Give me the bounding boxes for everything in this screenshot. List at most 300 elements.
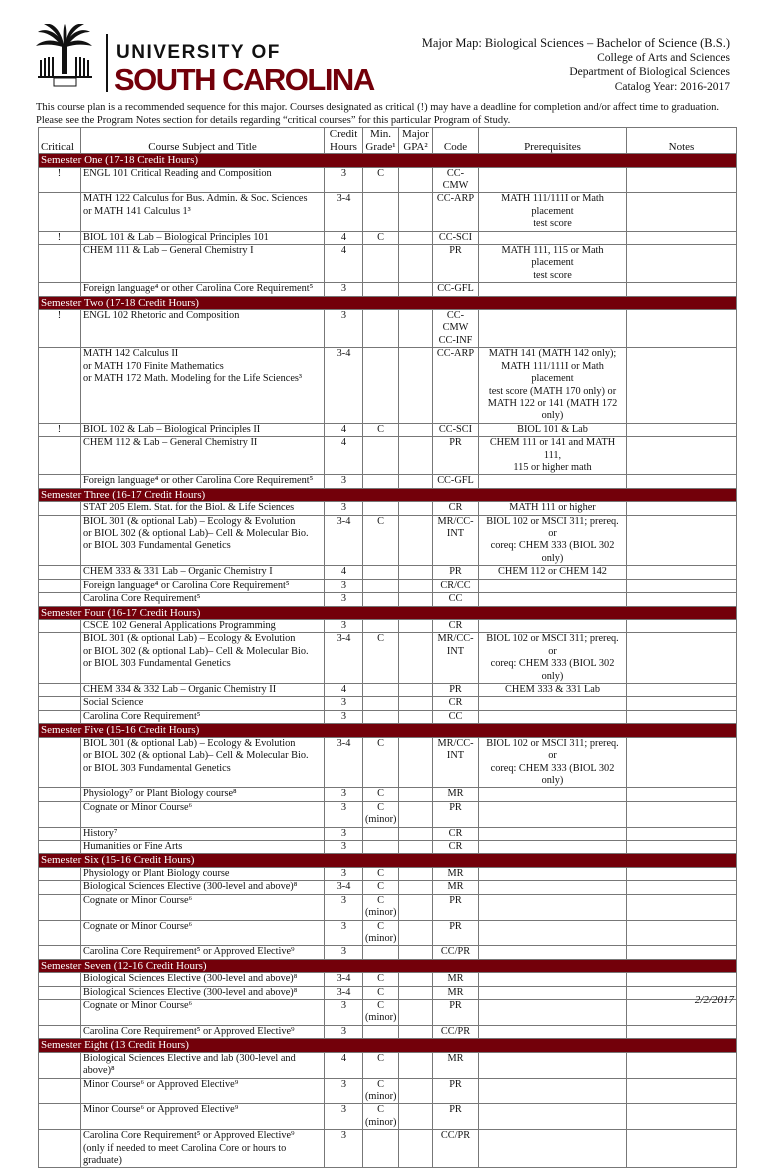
logo-text-top: UNIVERSITY OF [116, 42, 281, 63]
credit-cell [325, 437, 363, 475]
credit-cell [325, 633, 363, 684]
semester-header-row [39, 959, 737, 973]
cell-line: or BIOL 302 (& optional Lab)– Cell & Molecular Bio. [83, 528, 309, 540]
credit-cell [325, 737, 363, 788]
course-cell [81, 894, 325, 920]
prereq-cell [479, 437, 627, 475]
table-row [39, 697, 737, 710]
critical-cell [39, 867, 81, 880]
cell-line: Foreign language⁴ or other Carolina Core Requirement⁵ [83, 475, 314, 487]
grade-cell [363, 633, 399, 684]
cell-line: 3 [340, 620, 347, 631]
cell-line: CC/PR [440, 1130, 471, 1142]
cell-line: BIOL 301 (& optional Lab) – Ecology & Evolution [83, 633, 296, 645]
cell-line: C [377, 515, 384, 527]
grade-cell [363, 894, 399, 920]
cell-line: CC-GFL [437, 475, 474, 487]
cell-line: Biological Sciences Elective (300-level and above)⁸ [83, 986, 298, 998]
cell-line: 3 [340, 1130, 347, 1142]
cell-line: 3-4 [336, 973, 351, 985]
gpa-cell [399, 193, 433, 231]
column-header-code: Code [433, 128, 479, 154]
cell-line: PR [449, 1104, 462, 1116]
code-cell [433, 920, 479, 946]
cell-line: CC-ARP [436, 348, 475, 360]
critical-cell: ! [39, 423, 81, 436]
code-cell [433, 515, 479, 566]
code-cell [433, 1130, 479, 1168]
critical-cell [39, 710, 81, 723]
cell-line: CHEM 112 & Lab – General Chemistry II [83, 437, 258, 449]
cell-line: BIOL 101 & Lab – Biological Principles 101 [83, 231, 269, 243]
grade-cell [363, 737, 399, 788]
table-row [39, 1000, 737, 1026]
cell-line: C [377, 973, 384, 985]
critical-cell [39, 841, 81, 854]
grade-cell [363, 244, 399, 282]
cell-line: C [377, 737, 384, 749]
notes-cell [627, 593, 737, 606]
gpa-cell [399, 986, 433, 999]
code-cell [433, 579, 479, 592]
course-cell [81, 167, 325, 193]
cell-line: INT [446, 528, 465, 540]
cell-line: BIOL 102 or MSCI 311; prereq. or [486, 515, 619, 540]
critical-cell [39, 283, 81, 296]
critical-cell [39, 920, 81, 946]
course-cell [81, 633, 325, 684]
logo-text-bottom: SOUTH CAROLINA [114, 62, 374, 97]
table-row [39, 973, 737, 986]
cell-line: MATH 111/111I or Math placement [501, 360, 604, 385]
cell-line: 3 [340, 710, 347, 722]
cell-line: C (minor) [365, 920, 397, 944]
grade-cell [363, 684, 399, 697]
critical-cell [39, 437, 81, 475]
gpa-cell [399, 801, 433, 827]
cell-line: Cognate or Minor Course⁶ [83, 920, 193, 932]
code-cell [433, 620, 479, 633]
code-cell [433, 973, 479, 986]
table-row [39, 881, 737, 894]
gpa-cell [399, 244, 433, 282]
table-row [39, 515, 737, 566]
cell-line: Carolina Core Requirement⁵ or Approved Elective⁹ [83, 946, 295, 958]
cell-line: C [377, 788, 384, 800]
table-row [39, 620, 737, 633]
credit-cell [325, 920, 363, 946]
course-cell [81, 710, 325, 723]
document-title-block [422, 36, 730, 94]
cell-line: 4 [340, 684, 347, 696]
notes-cell [627, 244, 737, 282]
page-header [0, 0, 770, 100]
course-cell [81, 684, 325, 697]
gpa-cell [399, 697, 433, 710]
cell-line: CC-INF [438, 334, 473, 346]
grade-cell [363, 283, 399, 296]
cell-line: 3 [340, 1000, 347, 1012]
cell-line: 3 [340, 167, 347, 179]
grade-cell [363, 986, 399, 999]
course-cell [81, 231, 325, 244]
code-cell [433, 566, 479, 579]
cell-line: MATH 141 (MATH 142 only); [488, 348, 617, 360]
cell-line: MATH 111, 115 or Math placement [501, 244, 604, 269]
palmetto-tree-icon [30, 24, 100, 90]
course-cell [81, 827, 325, 840]
cell-line: C [377, 1052, 384, 1064]
prereq-cell [479, 986, 627, 999]
cell-line: coreq: CHEM 333 (BIOL 302 only) [490, 658, 615, 682]
semester-title: Semester Seven (12-16 Credit Hours) [39, 959, 737, 973]
gpa-cell [399, 894, 433, 920]
critical-cell [39, 788, 81, 801]
cell-line: 3 [340, 1078, 347, 1090]
cell-line: MR [447, 1052, 464, 1064]
gpa-cell [399, 348, 433, 423]
prereq-cell [479, 1130, 627, 1168]
course-cell [81, 283, 325, 296]
grade-cell [363, 310, 399, 348]
table-row [39, 593, 737, 606]
credit-cell [325, 1000, 363, 1026]
cell-line: 3-4 [336, 881, 351, 893]
cell-line: Cognate or Minor Course⁶ [83, 801, 193, 813]
cell-line: BIOL 102 & Lab – Biological Principles II [83, 423, 261, 435]
course-cell [81, 920, 325, 946]
cell-line: BIOL 102 or MSCI 311; prereq. or [486, 633, 619, 657]
prereq-cell [479, 710, 627, 723]
semester-title: Semester Three (16-17 Credit Hours) [39, 488, 737, 502]
cell-line: Biological Sciences Elective (300-level and above)⁸ [83, 881, 298, 893]
gpa-cell [399, 710, 433, 723]
semester-title: Semester Five (15-16 Credit Hours) [39, 724, 737, 738]
cell-line: 3 [340, 593, 347, 605]
code-cell [433, 193, 479, 231]
critical-cell [39, 193, 81, 231]
cell-line: 3 [340, 827, 347, 839]
prereq-cell [479, 894, 627, 920]
critical-cell [39, 1130, 81, 1168]
notes-cell [627, 881, 737, 894]
cell-line: C [377, 423, 384, 435]
cell-line: 3 [340, 946, 347, 958]
prereq-cell [479, 841, 627, 854]
cell-line: History⁷ [83, 827, 118, 839]
semester-title: Semester One (17-18 Credit Hours) [39, 154, 737, 168]
code-cell [433, 684, 479, 697]
column-header-notes: Notes [627, 128, 737, 154]
grade-cell [363, 579, 399, 592]
notes-cell [627, 633, 737, 684]
cell-line: 3 [340, 579, 347, 591]
cell-line: or MATH 141 Calculus 1³ [83, 205, 191, 217]
cell-line: or BIOL 303 Fundamental Genetics [83, 540, 231, 552]
grade-cell [363, 437, 399, 475]
course-cell [81, 1000, 325, 1026]
cell-line: 3 [340, 283, 347, 295]
grade-cell [363, 566, 399, 579]
credit-cell [325, 801, 363, 827]
critical-cell [39, 579, 81, 592]
notes-cell [627, 1104, 737, 1130]
gpa-cell [399, 283, 433, 296]
cell-line: PR [449, 894, 462, 906]
cell-line: or BIOL 303 Fundamental Genetics [83, 762, 231, 774]
code-cell [433, 801, 479, 827]
gpa-cell [399, 684, 433, 697]
cell-line: CHEM 333 & 331 Lab – Organic Chemistry I [83, 566, 273, 578]
notes-cell [627, 788, 737, 801]
cell-line: PR [449, 801, 462, 813]
critical-cell: ! [39, 167, 81, 193]
grade-cell [363, 841, 399, 854]
table-row [39, 986, 737, 999]
semester-header-row [39, 854, 737, 868]
gpa-cell [399, 502, 433, 515]
column-header-prereq: Prerequisites [479, 128, 627, 154]
critical-cell [39, 475, 81, 488]
prereq-cell [479, 788, 627, 801]
notes-cell [627, 801, 737, 827]
notes-cell [627, 579, 737, 592]
semester-header-row [39, 606, 737, 620]
table-row [39, 827, 737, 840]
prereq-cell [479, 1078, 627, 1104]
credit-cell [325, 515, 363, 566]
semester-header-row [39, 154, 737, 168]
course-cell [81, 737, 325, 788]
gpa-cell [399, 788, 433, 801]
code-cell [433, 348, 479, 423]
prereq-cell [479, 1000, 627, 1026]
credit-cell [325, 867, 363, 880]
cell-line: CC [448, 710, 463, 722]
course-cell [81, 475, 325, 488]
critical-cell [39, 244, 81, 282]
prereq-cell [479, 827, 627, 840]
notes-cell [627, 827, 737, 840]
code-cell [433, 710, 479, 723]
credit-cell [325, 841, 363, 854]
code-cell [433, 1104, 479, 1130]
cell-line: Minor Course⁶ or Approved Elective⁹ [83, 1104, 239, 1116]
gpa-cell [399, 1130, 433, 1168]
code-cell [433, 593, 479, 606]
cell-line: Foreign language⁴ or Carolina Core Requirement⁵ [83, 579, 290, 591]
cell-line: test score [533, 269, 572, 281]
notes-cell [627, 566, 737, 579]
gpa-cell [399, 593, 433, 606]
credit-cell [325, 475, 363, 488]
cell-line: 4 [340, 437, 347, 449]
cell-line: Social Science [83, 697, 144, 709]
table-row [39, 801, 737, 827]
cell-line: Carolina Core Requirement⁵ or Approved Elective⁹ [83, 1130, 295, 1142]
cell-line: C [377, 881, 384, 893]
gpa-cell [399, 579, 433, 592]
cell-line: 3-4 [336, 515, 351, 527]
cell-line: CR [448, 502, 463, 514]
course-cell [81, 244, 325, 282]
grade-cell [363, 788, 399, 801]
cell-line: CR/CC [440, 579, 471, 591]
grade-cell [363, 710, 399, 723]
cell-line: 3 [340, 502, 347, 514]
gpa-cell [399, 566, 433, 579]
gpa-cell [399, 1025, 433, 1038]
grade-cell [363, 423, 399, 436]
semester-title: Semester Six (15-16 Credit Hours) [39, 854, 737, 868]
cell-line: CR [448, 697, 463, 709]
critical-cell [39, 502, 81, 515]
critical-cell [39, 827, 81, 840]
cell-line: MATH 122 Calculus for Bus. Admin. & Soc. Sciences [83, 193, 308, 205]
grade-cell [363, 1104, 399, 1130]
critical-cell: ! [39, 231, 81, 244]
cell-line: MR/CC- [437, 737, 474, 749]
prereq-cell [479, 1025, 627, 1038]
cell-line: C (minor) [365, 1078, 397, 1102]
code-cell [433, 244, 479, 282]
grade-cell [363, 620, 399, 633]
cell-line: C (minor) [365, 894, 397, 919]
cell-line: CC-SCI [438, 231, 473, 243]
table-row [39, 193, 737, 231]
semester-header-row [39, 296, 737, 310]
table-row [39, 1052, 737, 1078]
cell-line: 3 [340, 841, 347, 852]
cell-line: CC-GFL [437, 283, 474, 295]
cell-line: CR [448, 620, 463, 631]
prereq-cell [479, 423, 627, 436]
critical-cell [39, 697, 81, 710]
code-cell [433, 437, 479, 475]
notes-cell [627, 684, 737, 697]
credit-cell [325, 710, 363, 723]
column-header-course: Course Subject and Title [81, 128, 325, 154]
credit-cell [325, 788, 363, 801]
column-header-gpa: Major GPA² [399, 128, 433, 154]
semester-title: Semester Four (16-17 Credit Hours) [39, 606, 737, 620]
grade-cell [363, 946, 399, 959]
critical-cell: ! [39, 310, 81, 348]
notes-cell [627, 867, 737, 880]
table-row [39, 894, 737, 920]
course-cell [81, 423, 325, 436]
code-cell [433, 1078, 479, 1104]
critical-cell [39, 593, 81, 606]
cell-line: C [377, 167, 384, 179]
cell-line: coreq: CHEM 333 (BIOL 302 only) [490, 540, 615, 564]
code-cell [433, 867, 479, 880]
cell-line: CSCE 102 General Applications Programming [83, 620, 276, 631]
notes-cell [627, 167, 737, 193]
table-row [39, 1130, 737, 1168]
critical-cell [39, 515, 81, 566]
cell-line: BIOL 301 (& optional Lab) – Ecology & Evolution [83, 737, 296, 749]
grade-cell [363, 231, 399, 244]
cell-line: 4 [340, 1052, 347, 1064]
cell-line: CC-SCI [438, 423, 473, 435]
course-cell [81, 1078, 325, 1104]
critical-cell [39, 1000, 81, 1026]
gpa-cell [399, 231, 433, 244]
gpa-cell [399, 167, 433, 193]
credit-cell [325, 1078, 363, 1104]
grade-cell [363, 515, 399, 566]
table-row [39, 788, 737, 801]
cell-line: CR [448, 827, 463, 839]
course-cell [81, 1025, 325, 1038]
notes-cell [627, 737, 737, 788]
grade-cell [363, 697, 399, 710]
notes-cell [627, 697, 737, 710]
cell-line: Physiology or Plant Biology course [83, 867, 230, 879]
gpa-cell [399, 1104, 433, 1130]
gpa-cell [399, 867, 433, 880]
gpa-cell [399, 1078, 433, 1104]
code-cell [433, 946, 479, 959]
prereq-cell [479, 515, 627, 566]
prereq-cell [479, 946, 627, 959]
gpa-cell [399, 946, 433, 959]
gpa-cell [399, 633, 433, 684]
credit-cell [325, 310, 363, 348]
gpa-cell [399, 423, 433, 436]
notes-cell [627, 946, 737, 959]
notes-cell [627, 193, 737, 231]
cell-line: 4 [340, 566, 347, 578]
cell-line: or MATH 170 Finite Mathematics [83, 360, 224, 372]
critical-cell [39, 348, 81, 423]
credit-cell [325, 1130, 363, 1168]
notes-cell [627, 894, 737, 920]
cell-line: CC-CMW [442, 310, 469, 334]
cell-line: 3 [340, 788, 347, 800]
prereq-cell [479, 620, 627, 633]
grade-cell [363, 973, 399, 986]
table-row [39, 920, 737, 946]
grade-cell [363, 920, 399, 946]
code-cell [433, 231, 479, 244]
gpa-cell [399, 475, 433, 488]
column-header-credit: Credit Hours [325, 128, 363, 154]
prereq-cell [479, 593, 627, 606]
prereq-cell [479, 697, 627, 710]
logo-divider [106, 34, 108, 92]
gpa-cell [399, 881, 433, 894]
code-cell [433, 283, 479, 296]
cell-line: CHEM 333 & 331 Lab [505, 684, 600, 696]
credit-cell [325, 593, 363, 606]
cell-line: or BIOL 302 (& optional Lab)– Cell & Molecular Bio. [83, 750, 309, 762]
credit-cell [325, 894, 363, 920]
cell-line: 3 [340, 867, 347, 879]
table-row [39, 566, 737, 579]
credit-cell [325, 1104, 363, 1130]
gpa-cell [399, 1052, 433, 1078]
cell-line: PR [449, 684, 462, 696]
cell-line: C (minor) [365, 1104, 397, 1128]
grade-cell [363, 348, 399, 423]
table-row [39, 710, 737, 723]
course-cell [81, 620, 325, 633]
credit-cell [325, 244, 363, 282]
prereq-cell [479, 867, 627, 880]
cell-line: ENGL 102 Rhetoric and Composition [83, 310, 240, 322]
